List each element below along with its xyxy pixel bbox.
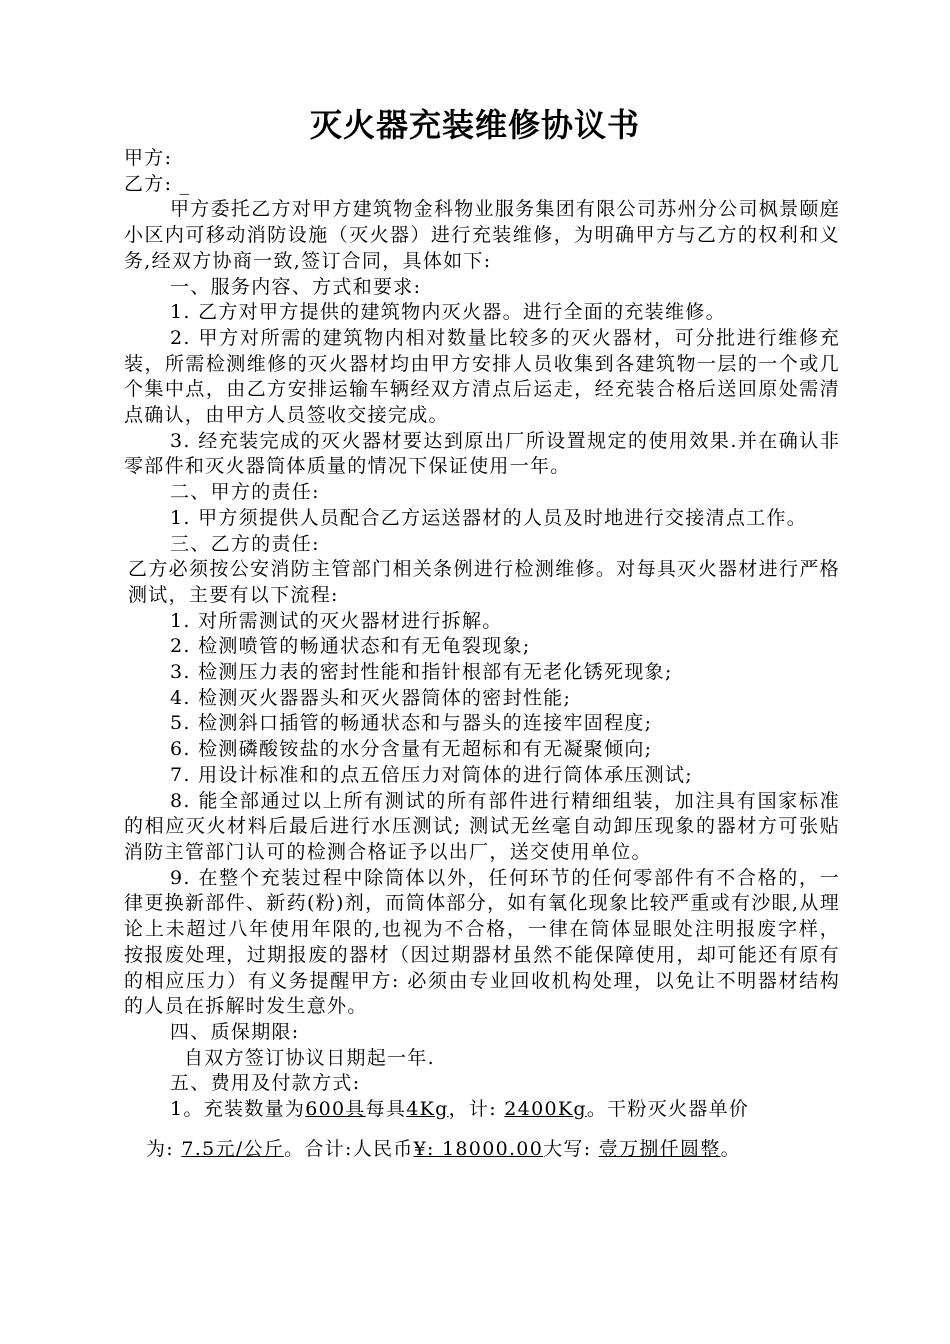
section-1-item-3: 3. 经充装完成的灭火器材要达到原出厂所设置规定的使用效果.并在确认非零部件和灭火器筒体质量的情况下保证使用一年。 [124, 429, 840, 478]
section-3-item: 5. 检测斜口插管的畅通状态和与器头的连接牢固程度; [170, 712, 653, 735]
fee-sum-words: 壹万捌仟圆整 [598, 1137, 721, 1160]
section-1-heading: 一、服务内容、方式和要求: [170, 275, 422, 298]
fee-end: 。 [720, 1137, 741, 1160]
section-3-item-9: 9. 在整个充装过程中除筒体以外，任何环节的任何零部件有不合格的，一律更换新部件、新药(粉)剂，而筒体部分，如有氧化现象比较严重或有沙眼,从理论上未超过八年使用年限的,也视为不合格，一律在筒体显眼处注明报废字样，按报废处理，过期报废的器材（因过期器材虽然不能保障使用，却可能还有原有的相应压力）有义务提醒甲方: 必须由专业回收机构处理，以免让不明器材结构的人员在拆解时发生意外。 [124, 866, 840, 1018]
section-1-item-2: 2. 甲方对所需的建筑物内相对数量比较多的灭火器材，可分批进行维修充装，所需检测维修的灭火器材均由甲方安排人员收集到各建筑物一层的一个或几个集中点，由乙方安排运输车辆经双方清点后运走，经充装合格后送回原处需清点确认，由甲方人员签收交接完成。 [124, 326, 840, 427]
section-3-intro: 乙方必须按公安消防主管部门相关条例进行检测维修。对每具灭火器材进行严格测试，主要有以下流程: [128, 558, 840, 606]
fee-sum-amount: ¥: 18000.00 [413, 1137, 544, 1160]
intro-paragraph: 甲方委托乙方对甲方建筑物金科物业服务集团有限公司苏州分公司枫景颐庭小区内可移动消防设施（灭火器）进行充装维修，为明确甲方与乙方的权利和义务,经双方协商一致,签订合同，具体如下: [124, 198, 840, 272]
document-title: 灭火器充装维修协议书 [309, 106, 640, 144]
fee-line-1 [124, 1097, 840, 1123]
fee-unit-price: 7.5元/公斤 [181, 1137, 285, 1160]
agreement-body [124, 146, 840, 1162]
section-3-item-8: 8. 能全部通过以上所有测试的所有部件进行精细组装，加注具有国家标准的相应灭火材料后最后进行水压测试; 测试无丝毫自动卸压现象的器材方可张贴消防主管部门认可的检测合格证予以出厂，送交使用单位。 [124, 789, 840, 863]
fee-total-weight: 2400Kg [504, 1098, 587, 1121]
fee-sum-label: 。合计:人民币 [284, 1137, 414, 1160]
section-3-item: 4. 检测灭火器器头和灭火器筒体的密封性能; [170, 686, 572, 709]
section-2-heading: 二、甲方的责任: [170, 481, 320, 504]
fee-line-2 [124, 1137, 840, 1163]
fee-prefix: 1。充装数量为 [170, 1098, 306, 1121]
section-4-text: 自双方签订协议日期起一年. [184, 1046, 435, 1069]
section-3-item: 3. 检测压力表的密封性能和指针根部有无老化锈死现象; [170, 661, 673, 684]
fee-unit-weight: 4Kg [406, 1098, 449, 1121]
party-b-label: 乙方: _ [124, 172, 191, 195]
section-3-item: 7. 用设计标准和的点五倍压力对筒体的进行筒体承压测试; [170, 763, 693, 786]
section-3-item: 2. 检测喷管的畅通状态和有无龟裂现象; [170, 635, 531, 658]
fee-price-prefix: 为: [146, 1137, 175, 1160]
section-2-item-1: 1. 甲方须提供人员配合乙方运送器材的人员及时地进行交接清点工作。 [170, 506, 808, 529]
section-3-heading: 三、乙方的责任: [170, 532, 320, 555]
fee-total-label: ，计: [448, 1098, 497, 1121]
section-3-item: 1. 对所需测试的灭火器材进行拆解。 [170, 609, 503, 632]
section-3-item: 6. 检测磷酸铵盐的水分含量有无超标和有无凝聚倾向; [170, 738, 653, 761]
fee-quantity: 600具 [305, 1098, 366, 1121]
fee-daxie-label: 大写: [543, 1137, 592, 1160]
section-1-item-1: 1. 乙方对甲方提供的建筑物内灭火器。进行全面的充装维修。 [170, 301, 726, 324]
section-5-heading: 五、费用及付款方式: [170, 1072, 361, 1095]
fee-unit-price-label: 。干粉灭火器单价 [586, 1098, 750, 1121]
party-a-label: 甲方: [124, 147, 173, 169]
fee-each-label: 每具 [365, 1098, 407, 1121]
section-4-heading: 四、质保期限: [170, 1020, 300, 1043]
